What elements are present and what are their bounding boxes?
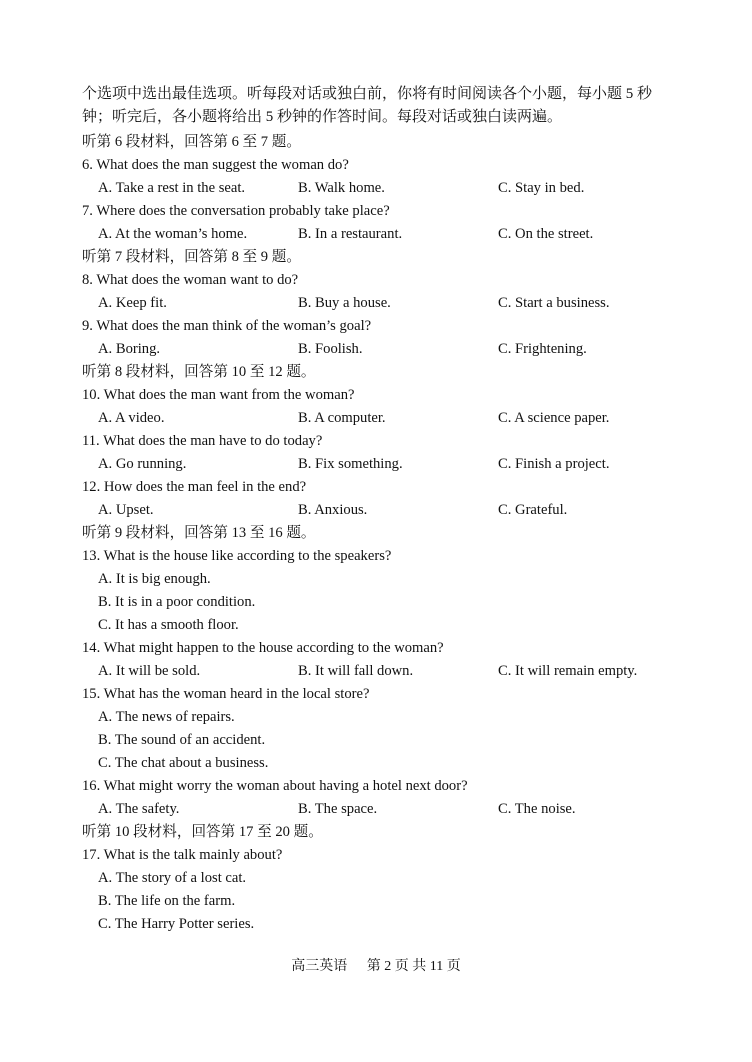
option-a: A. A video.: [98, 410, 165, 426]
option-c: C. Finish a project.: [498, 456, 610, 472]
option-a: A. Boring.: [98, 341, 161, 357]
question-list: [82, 131, 682, 936]
option-row: [82, 338, 682, 361]
section-header: 听第 6 段材料，回答第 6 至 7 题。: [82, 134, 301, 150]
question-stem: 8. What does the woman want to do?: [82, 272, 299, 288]
section-header: 听第 7 段材料，回答第 8 至 9 题。: [82, 249, 301, 265]
option-c: C. It has a smooth floor.: [98, 617, 239, 633]
question: [82, 683, 682, 775]
option-a: A. It is big enough.: [98, 571, 211, 587]
question: [82, 637, 682, 683]
section: [82, 361, 682, 522]
option-b: B. Walk home.: [298, 180, 385, 196]
option-c: C. A science paper.: [498, 410, 610, 426]
page-footer: [0, 955, 752, 975]
option-c: C. The chat about a business.: [98, 755, 269, 771]
option-a: A. Upset.: [98, 502, 154, 518]
option-a: A. It will be sold.: [98, 663, 201, 679]
option-c: C. Start a business.: [498, 295, 610, 311]
option-b: B. Buy a house.: [298, 295, 391, 311]
question: [82, 269, 682, 315]
option-a: A. Go running.: [98, 456, 187, 472]
option-a: A. The story of a lost cat.: [98, 870, 247, 886]
option-row: [82, 292, 682, 315]
section-header: 听第 10 段材料，回答第 17 至 20 题。: [82, 824, 323, 840]
question: [82, 200, 682, 246]
option-b: B. Fix something.: [298, 456, 403, 472]
question-stem: 11. What does the man have to do today?: [82, 433, 323, 449]
option-b: B. It is in a poor condition.: [98, 594, 256, 610]
question-stem: 16. What might worry the woman about having a hotel next door?: [82, 778, 468, 794]
question: [82, 154, 682, 200]
section: [82, 522, 682, 821]
option-row: [82, 177, 682, 200]
question: [82, 545, 682, 637]
question-stem: 10. What does the man want from the woman?: [82, 387, 355, 403]
option-c: C. It will remain empty.: [498, 663, 638, 679]
option-b: B. The life on the farm.: [98, 893, 236, 909]
option-row: [82, 499, 682, 522]
option-b: B. It will fall down.: [298, 663, 414, 679]
question: [82, 315, 682, 361]
option-c: C. Frightening.: [498, 341, 587, 357]
instructions-line-1: 个选项中选出最佳选项。听每段对话或独白前，你将有时间阅读各个小题，每小题 5 秒: [82, 86, 653, 102]
option-b: B. In a restaurant.: [298, 226, 403, 242]
section: [82, 246, 682, 361]
option-a: A. The safety.: [98, 801, 180, 817]
option-c: C. The noise.: [498, 801, 576, 817]
section: [82, 131, 682, 246]
question: [82, 430, 682, 476]
question-stem: 13. What is the house like according to the speakers?: [82, 548, 392, 564]
question-stem: 14. What might happen to the house according to the woman?: [82, 640, 444, 656]
option-row: [82, 407, 682, 430]
option-a: A. At the woman’s home.: [98, 226, 248, 242]
option-c: C. Stay in bed.: [498, 180, 585, 196]
question-stem: 12. How does the man feel in the end?: [82, 479, 307, 495]
question-stem: 17. What is the talk mainly about?: [82, 847, 283, 863]
option-b: B. The sound of an accident.: [98, 732, 266, 748]
option-a: A. Take a rest in the seat.: [98, 180, 246, 196]
option-b: B. A computer.: [298, 410, 386, 426]
option-a: A. The news of repairs.: [98, 709, 235, 725]
question-stem: 15. What has the woman heard in the local store?: [82, 686, 370, 702]
footer-subject: 高三英语: [291, 959, 348, 974]
instructions: [82, 83, 682, 129]
question: [82, 476, 682, 522]
option-row: [82, 223, 682, 246]
option-row: [82, 660, 682, 683]
question-stem: 7. Where does the conversation probably take place?: [82, 203, 390, 219]
question-stem: 9. What does the man think of the woman’s goal?: [82, 318, 372, 334]
option-c: C. The Harry Potter series.: [98, 916, 255, 932]
section: [82, 821, 682, 936]
option-b: B. Foolish.: [298, 341, 363, 357]
question: [82, 844, 682, 936]
option-b: B. The space.: [298, 801, 378, 817]
option-a: A. Keep fit.: [98, 295, 167, 311]
question-stem: 6. What does the man suggest the woman do?: [82, 157, 349, 173]
footer-page-number: 第 2 页 共 11 页: [366, 959, 461, 974]
option-row: [82, 453, 682, 476]
section-header: 听第 8 段材料，回答第 10 至 12 题。: [82, 364, 316, 380]
instructions-line-2: 钟；听完后，各小题将给出 5 秒钟的作答时间。每段对话或独白读两遍。: [82, 109, 563, 125]
option-row: [82, 798, 682, 821]
option-b: B. Anxious.: [298, 502, 368, 518]
question: [82, 384, 682, 430]
option-c: C. Grateful.: [498, 502, 568, 518]
question: [82, 775, 682, 821]
option-c: C. On the street.: [498, 226, 594, 242]
section-header: 听第 9 段材料，回答第 13 至 16 题。: [82, 525, 316, 541]
